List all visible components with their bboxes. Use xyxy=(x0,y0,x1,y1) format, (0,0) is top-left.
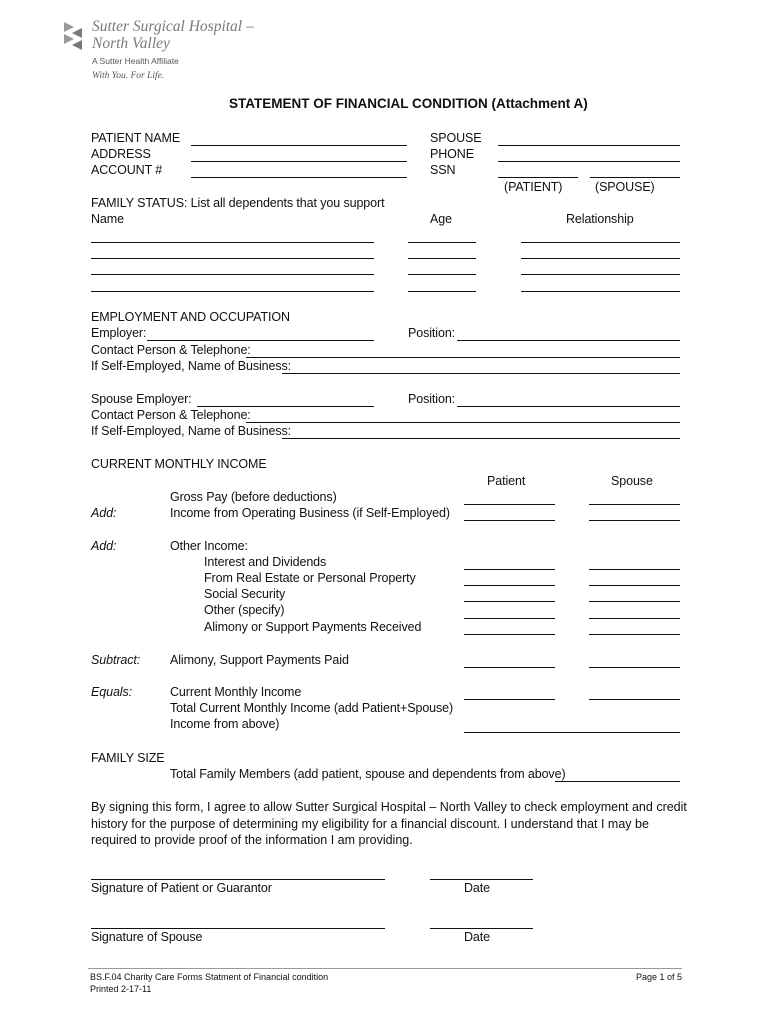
real-estate-label: From Real Estate or Personal Property xyxy=(204,571,416,585)
social-security-spouse-field[interactable] xyxy=(589,585,680,586)
current-monthly-label: Current Monthly Income xyxy=(170,685,302,699)
dependent-name-field-3[interactable] xyxy=(91,274,374,275)
interest-label: Interest and Dividends xyxy=(204,555,327,569)
spouse-column-label: (SPOUSE) xyxy=(595,180,655,194)
ssn-patient-field[interactable] xyxy=(498,177,578,178)
sutter-logo-icon xyxy=(58,20,88,52)
current-monthly-spouse-field[interactable] xyxy=(589,699,680,700)
income-above-label: Income from above) xyxy=(170,717,280,731)
date-label-2: Date xyxy=(464,930,491,944)
phone-label: PHONE xyxy=(430,147,474,161)
spouse-employer-field[interactable] xyxy=(197,406,374,407)
current-monthly-patient-field[interactable] xyxy=(464,699,555,700)
alimony-received-patient-field[interactable] xyxy=(464,618,555,619)
employment-heading: EMPLOYMENT AND OCCUPATION xyxy=(91,310,290,324)
self-employed-field[interactable] xyxy=(282,373,680,374)
spouse-self-employed-field[interactable] xyxy=(282,438,680,439)
spouse-contact-label: Contact Person & Telephone: xyxy=(91,408,251,422)
spouse-self-employed-label: If Self-Employed, Name of Business: xyxy=(91,424,292,438)
gross-pay-spouse-field[interactable] xyxy=(589,504,680,505)
dependent-age-field-2[interactable] xyxy=(408,258,476,259)
income-heading: CURRENT MONTHLY INCOME xyxy=(91,457,267,471)
footer-divider xyxy=(88,968,682,969)
hospital-name-line2: North Valley xyxy=(92,35,170,52)
dependent-relationship-field-2[interactable] xyxy=(521,258,680,259)
patient-name-label: PATIENT NAME xyxy=(91,131,181,145)
account-label: ACCOUNT # xyxy=(91,163,163,177)
equals-label: Equals: xyxy=(91,685,132,699)
employer-field[interactable] xyxy=(147,340,374,341)
patient-column-label: (PATIENT) xyxy=(504,180,563,194)
footer-form-id: BS.F.04 Charity Care Forms Statment of Financial condition xyxy=(90,972,329,982)
add-label-2: Add: xyxy=(91,539,117,553)
subtract-label: Subtract: xyxy=(91,653,141,667)
dependent-name-header: Name xyxy=(91,212,124,226)
other-specify-spouse-field[interactable] xyxy=(589,601,680,602)
dependent-relationship-field-4[interactable] xyxy=(521,291,680,292)
phone-field[interactable] xyxy=(498,161,680,162)
total-members-field[interactable] xyxy=(555,781,680,782)
hospital-logo xyxy=(58,18,258,88)
dependent-name-field-2[interactable] xyxy=(91,258,374,259)
alimony-paid-spouse-field[interactable] xyxy=(589,667,680,668)
patient-signature-label: Signature of Patient or Guarantor xyxy=(91,881,272,895)
operating-business-spouse-field[interactable] xyxy=(589,520,680,521)
add-label-1: Add: xyxy=(91,506,117,520)
social-security-patient-field[interactable] xyxy=(464,585,555,586)
spouse-position-field[interactable] xyxy=(457,406,680,407)
hospital-name-line1: Sutter Surgical Hospital – xyxy=(92,18,254,35)
real-estate-patient-field[interactable] xyxy=(464,569,555,570)
real-estate-spouse-field[interactable] xyxy=(589,569,680,570)
spouse-position-label: Position: xyxy=(408,392,456,406)
alimony-paid-patient-field[interactable] xyxy=(464,667,555,668)
alimony-received-patient-field-2[interactable] xyxy=(464,634,555,635)
position-label: Position: xyxy=(408,326,456,340)
family-status-heading: FAMILY STATUS: List all dependents that you support xyxy=(91,196,385,210)
ssn-spouse-field[interactable] xyxy=(590,177,680,178)
dependent-name-field-1[interactable] xyxy=(91,242,374,243)
footer-page-number: Page 1 of 5 xyxy=(636,972,683,982)
date-label-1: Date xyxy=(464,881,491,895)
patient-signature-field[interactable] xyxy=(91,879,385,880)
position-field[interactable] xyxy=(457,340,680,341)
spouse-signature-label: Signature of Spouse xyxy=(91,930,203,944)
other-specify-patient-field[interactable] xyxy=(464,601,555,602)
page-title: STATEMENT OF FINANCIAL CONDITION (Attachment A) xyxy=(229,96,588,111)
address-label: ADDRESS xyxy=(91,147,151,161)
dependent-age-header: Age xyxy=(430,212,452,226)
income-patient-header: Patient xyxy=(487,474,526,488)
spouse-label: SPOUSE xyxy=(430,131,482,145)
spouse-field[interactable] xyxy=(498,145,680,146)
alimony-paid-label: Alimony, Support Payments Paid xyxy=(170,653,349,667)
total-current-label: Total Current Monthly Income (add Patient+Spouse) xyxy=(170,701,454,715)
family-size-heading: FAMILY SIZE xyxy=(91,751,165,765)
affiliate-text: A Sutter Health Affiliate xyxy=(92,56,179,66)
date-field-2[interactable] xyxy=(430,928,533,929)
income-spouse-header: Spouse xyxy=(611,474,653,488)
total-current-field[interactable] xyxy=(464,732,680,733)
gross-pay-patient-field[interactable] xyxy=(464,504,555,505)
self-employed-label: If Self-Employed, Name of Business: xyxy=(91,359,292,373)
patient-name-field[interactable] xyxy=(191,145,407,146)
tagline: With You. For Life. xyxy=(92,71,165,81)
gross-pay-label: Gross Pay (before deductions) xyxy=(170,490,337,504)
social-security-label: Social Security xyxy=(204,587,286,601)
address-field[interactable] xyxy=(191,161,407,162)
dependent-age-field-1[interactable] xyxy=(408,242,476,243)
account-field[interactable] xyxy=(191,177,407,178)
date-field-1[interactable] xyxy=(430,879,533,880)
alimony-received-spouse-field[interactable] xyxy=(589,618,680,619)
contact-label: Contact Person & Telephone: xyxy=(91,343,251,357)
contact-field[interactable] xyxy=(246,357,680,358)
other-specify-label: Other (specify) xyxy=(204,603,285,617)
dependent-relationship-field-3[interactable] xyxy=(521,274,680,275)
alimony-received-spouse-field-2[interactable] xyxy=(589,634,680,635)
operating-business-patient-field[interactable] xyxy=(464,520,555,521)
dependent-relationship-header: Relationship xyxy=(566,212,634,226)
other-income-label: Other Income: xyxy=(170,539,248,553)
dependent-relationship-field-1[interactable] xyxy=(521,242,680,243)
dependent-age-field-4[interactable] xyxy=(408,291,476,292)
spouse-employer-label: Spouse Employer: xyxy=(91,392,192,406)
spouse-signature-field[interactable] xyxy=(91,928,385,929)
dependent-name-field-4[interactable] xyxy=(91,291,374,292)
alimony-received-label: Alimony or Support Payments Received xyxy=(204,620,422,634)
total-members-label: Total Family Members (add patient, spouse and dependents from above) xyxy=(170,767,566,781)
ssn-label: SSN xyxy=(430,163,456,177)
dependent-age-field-3[interactable] xyxy=(408,274,476,275)
operating-business-label: Income from Operating Business (if Self-Employed) xyxy=(170,506,450,520)
footer-printed-date: Printed 2-17-11 xyxy=(90,984,152,994)
employer-label: Employer: xyxy=(91,326,147,340)
consent-paragraph: By signing this form, I agree to allow Sutter Surgical Hospital – North Valley to check employment and credit history for the purpose of determining my eligibility for a financial discount. I understand that I may be required to provide proof of the information I am providing. xyxy=(91,800,687,847)
spouse-contact-field[interactable] xyxy=(246,422,680,423)
